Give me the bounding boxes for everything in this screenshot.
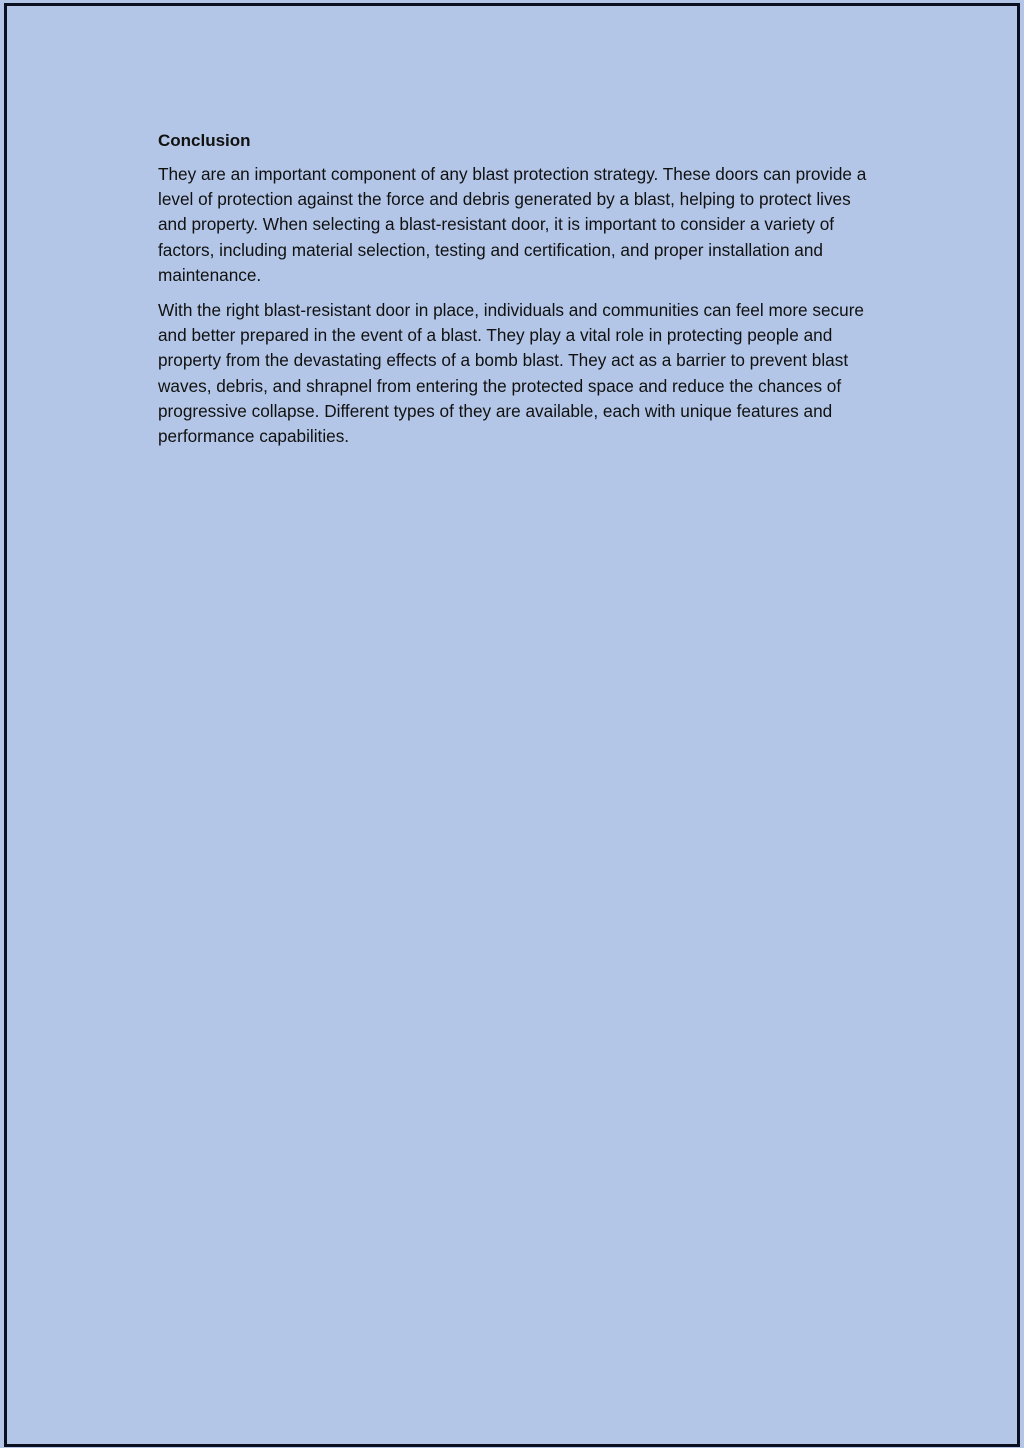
document-body <box>158 128 873 459</box>
section-heading: Conclusion <box>158 131 251 150</box>
paragraph-1: They are an important component of any blast protection strategy. These doors can provide a level of protection against the force and debris generated by a blast, helping to protect lives and property. When selecting a blast-resistant door, it is important to consider a variety of factors, including material selection, testing and certification, and proper installation and maintenance. <box>158 164 867 285</box>
paragraph-2: With the right blast-resistant door in place, individuals and communities can feel more secure and better prepared in the event of a blast. They play a vital role in protecting people and property from the devastating effects of a bomb blast. They act as a barrier to prevent blast waves, debris, and shrapnel from entering the protected space and reduce the chances of progressive collapse. Different types of they are available, each with unique features and performance capabilities. <box>158 300 864 447</box>
page-frame <box>4 3 1020 1447</box>
